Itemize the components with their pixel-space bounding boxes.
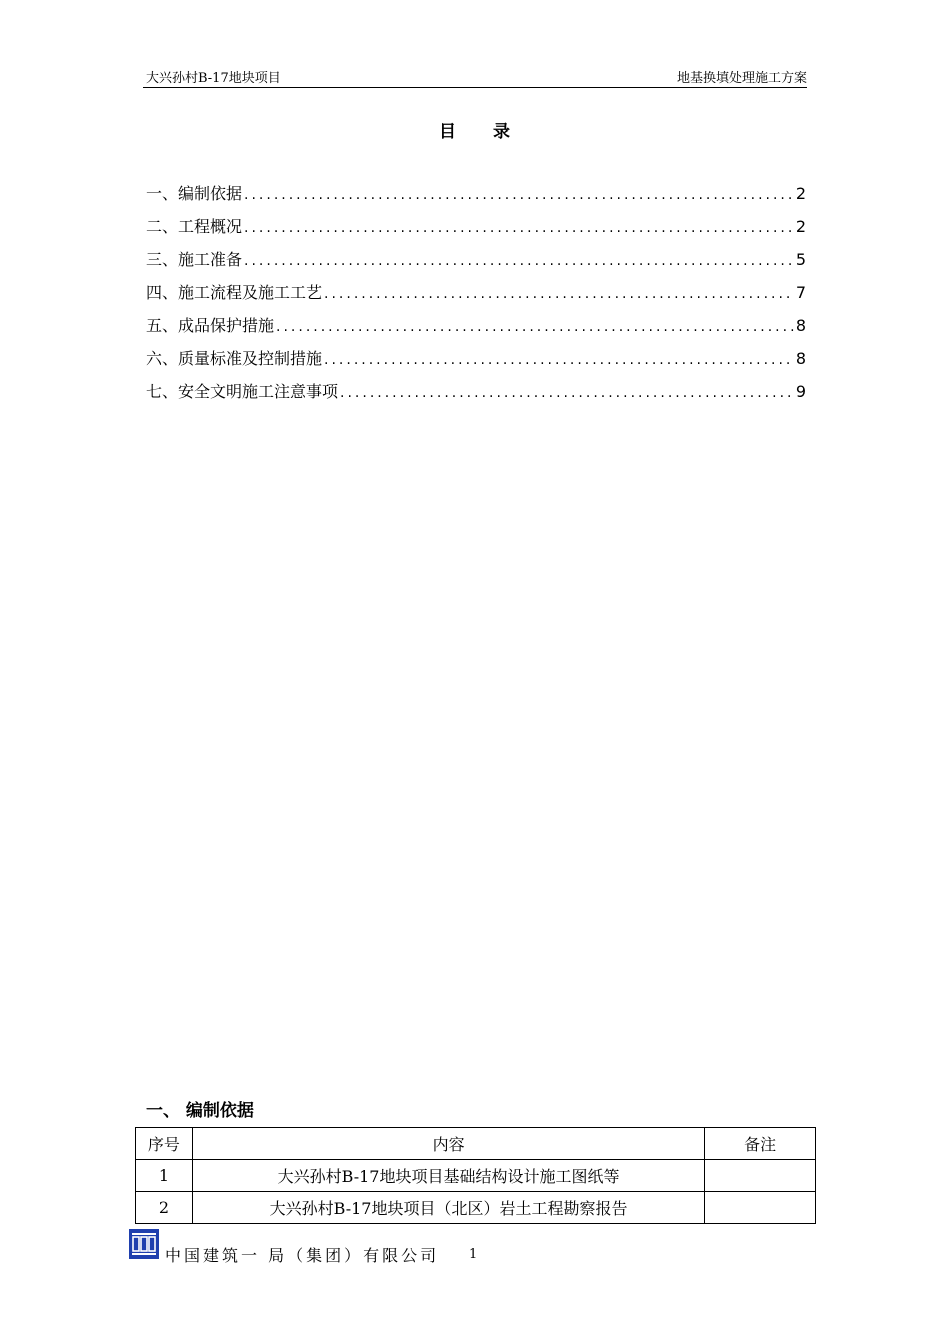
toc-entry-page: 2 — [795, 217, 806, 236]
table-cell — [705, 1160, 816, 1192]
table-of-contents — [146, 181, 806, 412]
toc-entry-label: 二、工程概况 — [146, 217, 243, 236]
column-header: 序号 — [136, 1128, 193, 1160]
toc-entry-overview[interactable] — [146, 214, 806, 247]
column-header: 内容 — [192, 1128, 704, 1160]
column-header: 备注 — [705, 1128, 816, 1160]
footer-company-name: 中国建筑一 局（集团）有限公司 — [165, 1246, 440, 1265]
toc-entry-page: 8 — [795, 316, 806, 335]
toc-entry-page: 9 — [795, 382, 806, 401]
toc-entry-label: 六、质量标准及控制措施 — [146, 349, 323, 368]
header-divider — [143, 87, 807, 88]
section-heading: 一、 编制依据 — [146, 1101, 254, 1121]
table-cell: 大兴孙村B-17地块项目（北区）岩土工程勘察报告 — [192, 1192, 704, 1224]
header-project-title: 大兴孙村B-17地块项目 — [146, 71, 281, 86]
toc-entry-page: 7 — [795, 283, 806, 302]
table-cell: 1 — [136, 1160, 193, 1192]
toc-leader — [244, 220, 794, 236]
toc-entry-page: 2 — [795, 184, 806, 203]
toc-leader — [244, 253, 794, 269]
toc-leader — [324, 352, 794, 368]
toc-title-part2: 录 — [493, 122, 511, 142]
header-document-title: 地基换填处理施工方案 — [676, 71, 807, 86]
table-cell: 2 — [136, 1192, 193, 1224]
footer-page-number: 1 — [469, 1247, 478, 1262]
toc-title-part1: 目 — [439, 122, 457, 142]
toc-entry-label: 五、成品保护措施 — [146, 316, 275, 335]
toc-entry-safety[interactable] — [146, 379, 806, 412]
toc-entry-label: 四、施工流程及施工工艺 — [146, 283, 323, 302]
toc-entry-label: 一、编制依据 — [146, 184, 243, 203]
toc-entry-preparation[interactable] — [146, 247, 806, 280]
toc-entry-quality[interactable] — [146, 346, 806, 379]
toc-leader — [324, 286, 794, 302]
table-header-row — [136, 1128, 816, 1160]
table-cell — [705, 1192, 816, 1224]
toc-entry-process[interactable] — [146, 280, 806, 313]
table-cell: 大兴孙村B-17地块项目基础结构设计施工图纸等 — [192, 1160, 704, 1192]
toc-entry-label: 三、施工准备 — [146, 250, 243, 269]
toc-entry-basis[interactable] — [146, 181, 806, 214]
basis-table — [135, 1127, 816, 1224]
toc-entry-page: 5 — [795, 250, 806, 269]
cscec-logo-icon — [129, 1229, 159, 1259]
toc-title — [0, 117, 950, 142]
toc-leader — [244, 187, 794, 203]
table-row — [136, 1192, 816, 1224]
toc-leader — [276, 319, 794, 335]
table-row — [136, 1160, 816, 1192]
toc-leader — [340, 385, 794, 401]
toc-entry-page: 8 — [795, 349, 806, 368]
toc-entry-label: 七、安全文明施工注意事项 — [146, 382, 339, 401]
toc-entry-protection[interactable] — [146, 313, 806, 346]
